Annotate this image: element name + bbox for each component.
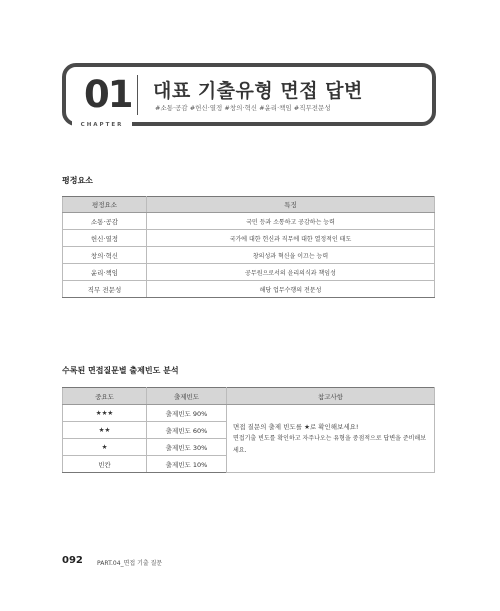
feature-cell: 창의성과 혁신을 이끄는 능력	[147, 247, 435, 264]
chapter-divider	[137, 75, 138, 115]
feature-cell: 국민 등과 소통하고 공감하는 능력	[147, 213, 435, 230]
frequency-table	[62, 387, 435, 473]
importance-stars: ★★★	[63, 405, 147, 422]
table-row	[63, 230, 435, 247]
reference-note-cell	[227, 405, 435, 473]
factor-cell: 창의·혁신	[63, 247, 147, 264]
chapter-title: 대표 기출유형 면접 답변	[153, 80, 363, 102]
column-header: 특징	[147, 197, 435, 213]
star-icon: ★	[304, 422, 310, 431]
importance-stars: ★★	[63, 422, 147, 439]
chapter-number: 01	[84, 73, 132, 116]
column-header: 평정요소	[63, 197, 147, 213]
note-text: 면접 질문의 출제 빈도를	[233, 422, 305, 431]
evaluation-section-title: 평정요소	[62, 176, 93, 185]
reference-note-line1	[233, 421, 428, 433]
chapter-label: CHAPTER	[72, 120, 132, 130]
factor-cell: 윤리·책임	[63, 264, 147, 281]
frequency-cell: 출제빈도 60%	[147, 422, 227, 439]
table-row	[63, 213, 435, 230]
column-header: 참고사항	[227, 388, 435, 405]
note-text: 로 확인해보세요!	[309, 422, 359, 431]
page-number: 092	[62, 555, 83, 566]
table-header-row	[63, 388, 435, 405]
frequency-section-title: 수록된 면접질문별 출제빈도 분석	[62, 366, 179, 375]
factor-cell: 소통·공감	[63, 213, 147, 230]
importance-stars: ★	[63, 439, 147, 456]
column-header: 중요도	[63, 388, 147, 405]
table-row	[63, 247, 435, 264]
column-header: 출제빈도	[147, 388, 227, 405]
table-row	[63, 264, 435, 281]
feature-cell: 공무원으로서의 윤리의식과 책임성	[147, 264, 435, 281]
table-row	[63, 405, 435, 422]
importance-label: 빈칸	[63, 456, 147, 473]
table-header-row	[63, 197, 435, 213]
frequency-cell: 출제빈도 10%	[147, 456, 227, 473]
factor-cell: 직무 전문성	[63, 281, 147, 298]
frequency-cell: 출제빈도 90%	[147, 405, 227, 422]
feature-cell: 해당 업무수행의 전문성	[147, 281, 435, 298]
frequency-cell: 출제빈도 30%	[147, 439, 227, 456]
evaluation-table	[62, 196, 435, 298]
chapter-tags: #소통·공감 #헌신·열정 #창의·혁신 #윤리·책임 #직무전문성	[155, 104, 331, 112]
reference-note-line2: 면접기출 빈도를 확인하고 자주나오는 유형을 중점적으로 답변을 준비해보세요.	[233, 434, 427, 454]
feature-cell: 국가에 대한 헌신과 직무에 대한 열정적인 태도	[147, 230, 435, 247]
factor-cell: 헌신·열정	[63, 230, 147, 247]
table-row	[63, 281, 435, 298]
part-label: PART.04_면접 기출 질문	[97, 560, 163, 567]
